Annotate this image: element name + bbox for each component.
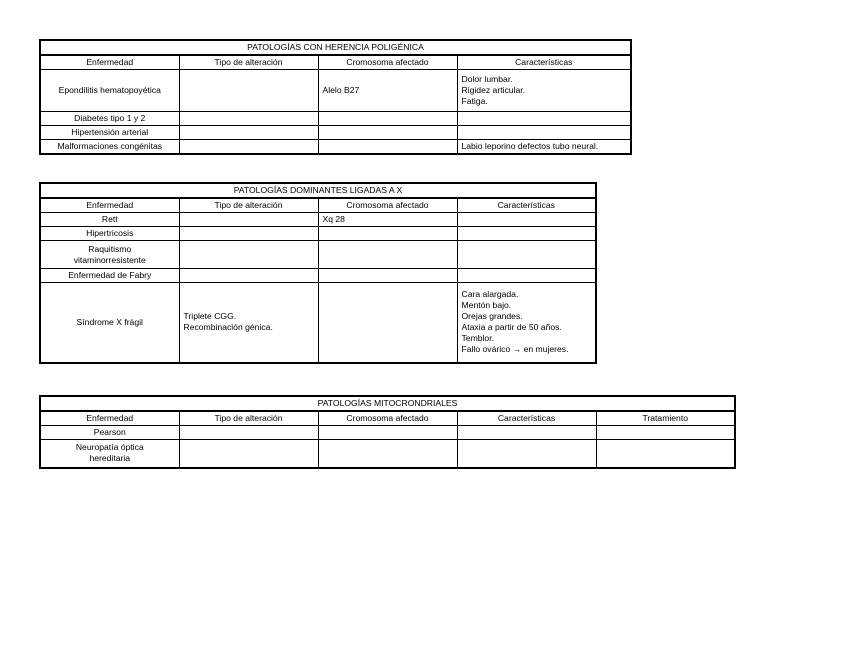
characteristics-cell (457, 426, 596, 440)
disease-cell (40, 440, 179, 468)
chromosome-cell (318, 440, 457, 468)
disease-cell: Diabetes tipo 1 y 2 (40, 112, 179, 126)
column-header: Tratamiento (596, 411, 735, 426)
polygenic-table (39, 39, 632, 155)
disease-line: hereditaria (89, 453, 131, 464)
characteristic-line: Dolor lumbar. (461, 74, 513, 84)
characteristics-cell (457, 269, 596, 283)
characteristic-line: Fallo ovárico → en mujeres. (461, 344, 569, 355)
disease-cell: Hipertensión arterial (40, 126, 179, 140)
characteristic-line: Mentón bajo. (461, 300, 512, 311)
table-row (40, 241, 596, 269)
table-title: PATOLOGÍAS MITOCRONDRIALES (40, 396, 735, 411)
disease-cell: Hipertricosis (40, 227, 179, 241)
characteristic-line: Orejas grandes. (461, 311, 523, 322)
table-row (40, 213, 596, 227)
alteration-cell (179, 440, 318, 468)
table-row (40, 140, 631, 154)
mitochondrial-table (39, 395, 736, 469)
column-header: Tipo de alteración (179, 411, 318, 426)
table-row (40, 227, 596, 241)
characteristic-line: Ataxia a partir de 50 años. (461, 322, 562, 333)
table-row (40, 440, 735, 468)
chromosome-cell (318, 241, 457, 269)
table-row (40, 269, 596, 283)
alteration-cell (179, 140, 318, 154)
characteristics-cell (457, 440, 596, 468)
characteristic-line: Rigidez articular. (461, 85, 526, 95)
characteristics-cell (457, 213, 596, 227)
chromosome-cell (318, 140, 457, 154)
chromosome-cell (318, 283, 457, 363)
disease-cell: Pearson (40, 426, 179, 440)
disease-cell (40, 241, 179, 269)
characteristics-cell (457, 126, 631, 140)
alteration-line: Triplete CGG. (183, 311, 237, 322)
chromosome-cell (318, 126, 457, 140)
alteration-cell (179, 70, 318, 112)
column-header: Características (457, 198, 596, 213)
alteration-cell (179, 283, 318, 363)
characteristics-cell (457, 227, 596, 241)
alteration-cell (179, 269, 318, 283)
disease-line: Neuropatía óptica (75, 442, 144, 453)
table-row (40, 70, 631, 112)
treatment-cell (596, 440, 735, 468)
characteristic-line: Cara alargada. (461, 289, 519, 300)
disease-cell: Enfermedad de Fabry (40, 269, 179, 283)
characteristics-cell (457, 70, 631, 112)
characteristic-line: Fatiga. (461, 96, 488, 106)
characteristic-line: Temblor. (461, 333, 494, 344)
chromosome-cell (318, 269, 457, 283)
column-header: Enfermedad (40, 55, 179, 70)
alteration-cell (179, 227, 318, 241)
column-header: Enfermedad (40, 411, 179, 426)
chromosome-cell (318, 227, 457, 241)
column-header: Características (457, 55, 631, 70)
x-linked-dominant-table (39, 182, 597, 364)
column-header: Tipo de alteración (179, 198, 318, 213)
table-row (40, 112, 631, 126)
alteration-cell (179, 112, 318, 126)
table-row (40, 126, 631, 140)
disease-line: vitaminorresistente (73, 254, 146, 265)
column-header: Enfermedad (40, 198, 179, 213)
chromosome-cell: Xq 28 (318, 213, 457, 227)
alteration-cell (179, 213, 318, 227)
table-row (40, 426, 735, 440)
characteristics-cell (457, 112, 631, 126)
column-header: Cromosoma afectado (318, 198, 457, 213)
alteration-cell (179, 126, 318, 140)
alteration-cell (179, 241, 318, 269)
disease-cell: Epondilitis hematopoyética (40, 70, 179, 112)
table-title: PATOLOGÍAS CON HERENCIA POLIGÉNICA (40, 40, 631, 55)
disease-cell: Malformaciones congénitas (40, 140, 179, 154)
characteristics-cell: Labio leporino defectos tubo neural. (457, 140, 631, 154)
table-title: PATOLOGÍAS DOMINANTES LIGADAS A X (40, 183, 596, 198)
characteristics-cell (457, 283, 596, 363)
alteration-line: Recombinación génica. (183, 322, 273, 333)
disease-cell: Rett (40, 213, 179, 227)
column-header: Tipo de alteración (179, 55, 318, 70)
table-row (40, 283, 596, 363)
alteration-cell (179, 426, 318, 440)
disease-cell: Síndrome X frágil (40, 283, 179, 363)
chromosome-cell (318, 112, 457, 126)
chromosome-cell: Alelo B27 (318, 70, 457, 112)
column-header: Cromosoma afectado (318, 411, 457, 426)
chromosome-cell (318, 426, 457, 440)
characteristics-cell (457, 241, 596, 269)
column-header: Características (457, 411, 596, 426)
column-header: Cromosoma afectado (318, 55, 457, 70)
treatment-cell (596, 426, 735, 440)
disease-line: Raquitismo (88, 243, 132, 254)
